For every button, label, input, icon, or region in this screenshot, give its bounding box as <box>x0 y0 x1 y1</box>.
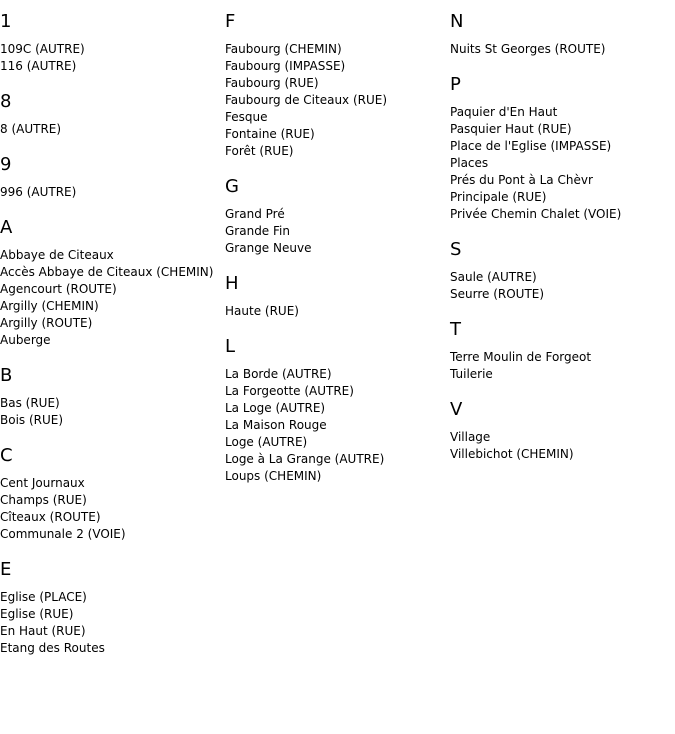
section-letter-heading: T <box>450 319 461 340</box>
street-link[interactable]: Paquier d'En Haut <box>450 105 558 119</box>
letter-section <box>0 11 225 75</box>
street-index-column-2 <box>225 0 450 485</box>
street-link[interactable]: Grande Fin <box>225 224 290 238</box>
street-link[interactable]: 116 (AUTRE) <box>0 59 77 73</box>
street-list <box>0 247 225 349</box>
street-list <box>450 104 675 223</box>
street-list <box>450 429 675 463</box>
street-list <box>450 269 675 303</box>
letter-section <box>0 154 225 201</box>
street-link[interactable]: Faubourg (IMPASSE) <box>225 59 346 73</box>
letter-section <box>0 365 225 429</box>
street-link[interactable]: Bas (RUE) <box>0 396 60 410</box>
section-letter-heading: G <box>225 176 239 197</box>
section-letter-heading: 1 <box>0 11 12 32</box>
section-letter-heading: 9 <box>0 154 12 175</box>
letter-section <box>0 217 225 349</box>
street-list <box>0 121 225 138</box>
street-link[interactable]: Privée Chemin Chalet (VOIE) <box>450 207 622 221</box>
street-list <box>450 41 675 58</box>
street-link[interactable]: Fontaine (RUE) <box>225 127 315 141</box>
street-link[interactable]: Accès Abbaye de Citeaux (CHEMIN) <box>0 265 214 279</box>
street-link[interactable]: Village <box>450 430 491 444</box>
section-letter-heading: S <box>450 239 462 260</box>
street-index-column-1 <box>0 0 225 657</box>
street-link[interactable]: La Borde (AUTRE) <box>225 367 332 381</box>
letter-section <box>0 91 225 138</box>
street-link[interactable]: En Haut (RUE) <box>0 624 86 638</box>
street-link[interactable]: Forêt (RUE) <box>225 144 294 158</box>
letter-section <box>450 319 675 383</box>
section-letter-heading: 8 <box>0 91 12 112</box>
street-list <box>225 303 450 320</box>
street-list <box>0 395 225 429</box>
street-link[interactable]: Eglise (PLACE) <box>0 590 87 604</box>
street-link[interactable]: Tuilerie <box>450 367 493 381</box>
section-letter-heading: V <box>450 399 463 420</box>
letter-section <box>225 336 450 485</box>
letter-section <box>225 273 450 320</box>
section-letter-heading: H <box>225 273 239 294</box>
street-link[interactable]: Faubourg (RUE) <box>225 76 319 90</box>
letter-section <box>0 559 225 657</box>
street-link[interactable]: Terre Moulin de Forgeot <box>450 350 592 364</box>
street-list <box>450 349 675 383</box>
street-link[interactable]: Place de l'Eglise (IMPASSE) <box>450 139 612 153</box>
street-link[interactable]: Argilly (ROUTE) <box>0 316 93 330</box>
section-letter-heading: B <box>0 365 13 386</box>
street-link[interactable]: La Forgeotte (AUTRE) <box>225 384 354 398</box>
street-link[interactable]: Communale 2 (VOIE) <box>0 527 126 541</box>
street-link[interactable]: Loge à La Grange (AUTRE) <box>225 452 385 466</box>
street-link[interactable]: Champs (RUE) <box>0 493 87 507</box>
street-link[interactable]: Eglise (RUE) <box>0 607 74 621</box>
street-list <box>0 589 225 657</box>
section-letter-heading: E <box>0 559 12 580</box>
street-link[interactable]: Loge (AUTRE) <box>225 435 308 449</box>
street-link[interactable]: Pasquier Haut (RUE) <box>450 122 572 136</box>
street-list <box>0 41 225 75</box>
street-link[interactable]: Villebichot (CHEMIN) <box>450 447 574 461</box>
street-link[interactable]: Nuits St Georges (ROUTE) <box>450 42 606 56</box>
street-link[interactable]: Argilly (CHEMIN) <box>0 299 99 313</box>
section-letter-heading: P <box>450 74 461 95</box>
street-link[interactable]: 109C (AUTRE) <box>0 42 85 56</box>
street-link[interactable]: Loups (CHEMIN) <box>225 469 322 483</box>
street-list <box>225 366 450 485</box>
section-letter-heading: N <box>450 11 464 32</box>
street-list <box>225 41 450 160</box>
section-letter-heading: C <box>0 445 13 466</box>
street-link[interactable]: Auberge <box>0 333 51 347</box>
street-link[interactable]: Grand Pré <box>225 207 285 221</box>
street-index-column-3 <box>450 0 675 463</box>
street-list <box>225 206 450 257</box>
street-link[interactable]: Grange Neuve <box>225 241 312 255</box>
letter-section <box>450 399 675 463</box>
street-link[interactable]: Faubourg de Citeaux (RUE) <box>225 93 388 107</box>
street-link[interactable]: Haute (RUE) <box>225 304 299 318</box>
street-link[interactable]: Seurre (ROUTE) <box>450 287 545 301</box>
street-link[interactable]: 996 (AUTRE) <box>0 185 77 199</box>
street-link[interactable]: Places <box>450 156 489 170</box>
street-link[interactable]: Agencourt (ROUTE) <box>0 282 117 296</box>
street-link[interactable]: La Maison Rouge <box>225 418 327 432</box>
street-link[interactable]: La Loge (AUTRE) <box>225 401 326 415</box>
street-link[interactable]: Fesque <box>225 110 268 124</box>
street-link[interactable]: Etang des Routes <box>0 641 105 655</box>
letter-section <box>225 176 450 257</box>
letter-section <box>225 11 450 160</box>
street-link[interactable]: Saule (AUTRE) <box>450 270 537 284</box>
section-letter-heading: A <box>0 217 13 238</box>
street-link[interactable]: Bois (RUE) <box>0 413 64 427</box>
street-link[interactable]: Cîteaux (ROUTE) <box>0 510 101 524</box>
street-link[interactable]: Faubourg (CHEMIN) <box>225 42 342 56</box>
street-link[interactable]: Cent Journaux <box>0 476 85 490</box>
section-letter-heading: L <box>225 336 236 357</box>
section-letter-heading: F <box>225 11 236 32</box>
street-link[interactable]: Prés du Pont à La Chèvr <box>450 173 593 187</box>
letter-section <box>0 445 225 543</box>
street-link[interactable]: Abbaye de Citeaux <box>0 248 114 262</box>
letter-section <box>450 74 675 223</box>
street-link[interactable]: Principale (RUE) <box>450 190 547 204</box>
street-list <box>0 475 225 543</box>
letter-section <box>450 11 675 58</box>
letter-section <box>450 239 675 303</box>
street-link[interactable]: 8 (AUTRE) <box>0 122 62 136</box>
street-list <box>0 184 225 201</box>
